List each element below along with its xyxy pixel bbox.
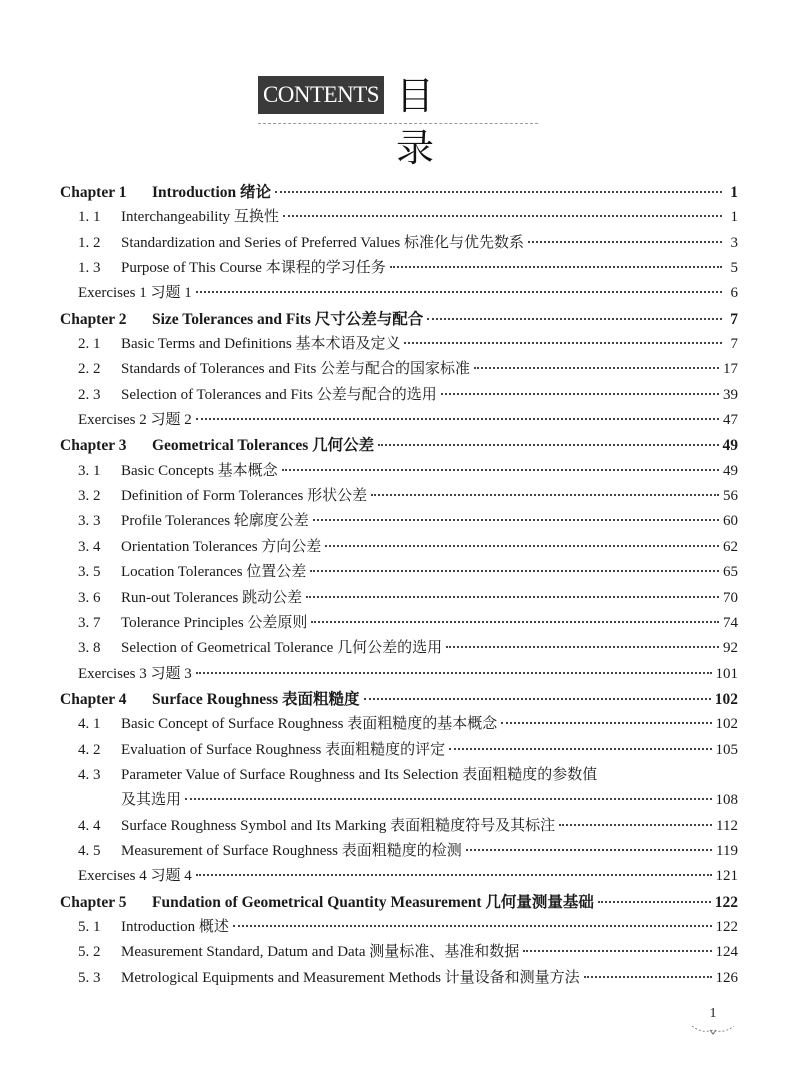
toc-entry-number: 4. 1 — [78, 716, 101, 733]
toc-entry-number: 4. 2 — [78, 741, 101, 758]
toc-page-number: 49 — [723, 462, 738, 479]
toc-entry-row[interactable] — [60, 332, 738, 357]
toc-entry-row[interactable] — [60, 231, 738, 256]
dot-leader — [390, 266, 722, 268]
toc-chapter-row[interactable] — [60, 307, 738, 332]
toc-entry-number: 2. 1 — [78, 336, 101, 353]
toc-entry-title: Surface Roughness Symbol and Its Marking 表面粗糙度符号及其标注 — [121, 817, 556, 834]
toc-entry-number: 1. 1 — [78, 209, 101, 226]
toc-page-number: 74 — [723, 614, 738, 631]
toc-page-number: 56 — [723, 488, 738, 505]
toc-entry-title: Standards of Tolerances and Fits 公差与配合的国家标准 — [121, 361, 471, 378]
toc-entry-title: Exercises 4 习题 4 — [78, 868, 192, 885]
toc-entry-number: 3. 7 — [78, 614, 101, 631]
toc-entry-number: 3. 4 — [78, 538, 101, 555]
toc-entry-row[interactable] — [60, 256, 738, 281]
toc-entry-row[interactable] — [60, 763, 738, 788]
toc-entry-number: 5. 2 — [78, 944, 101, 961]
toc-entry-number: Chapter 2 — [60, 310, 127, 328]
toc-entry-row[interactable] — [60, 788, 738, 813]
toc-entry-title: Introduction 概述 — [121, 918, 229, 935]
toc-entry-number: 3. 5 — [78, 564, 101, 581]
toc-entry-title: Size Tolerances and Fits 尺寸公差与配合 — [152, 310, 424, 328]
toc-entry-number: Chapter 5 — [60, 893, 127, 911]
dot-leader — [185, 798, 711, 800]
toc-page-number: 124 — [715, 944, 738, 961]
toc-page-number: 101 — [715, 665, 738, 682]
dot-leader — [474, 367, 719, 369]
dot-leader — [378, 444, 718, 446]
toc-entry-row[interactable] — [60, 915, 738, 940]
toc-entry-title: Orientation Tolerances 方向公差 — [121, 538, 322, 555]
toc-page-number: 121 — [715, 868, 738, 885]
toc-entry-row[interactable] — [60, 535, 738, 560]
toc-entry-row[interactable] — [60, 408, 738, 433]
toc-entry-title: Selection of Tolerances and Fits 公差与配合的选用 — [121, 386, 437, 403]
toc-entry-title: Basic Concepts 基本概念 — [121, 462, 278, 479]
dot-leader — [584, 976, 712, 978]
toc-entry-row[interactable] — [60, 383, 738, 408]
toc-entry-row[interactable] — [60, 712, 738, 737]
dot-leader — [196, 418, 719, 420]
toc-page-number: 105 — [715, 741, 738, 758]
toc-page-number: 70 — [723, 589, 738, 606]
toc-entry-title: Metrological Equipments and Measurement Methods 计量设备和测量方法 — [121, 969, 580, 986]
dot-leader — [283, 215, 722, 217]
toc-chapter-row[interactable] — [60, 890, 738, 915]
toc-entry-title: 及其选用 — [121, 792, 182, 809]
toc-entry-title: Fundation of Geometrical Quantity Measurement 几何量测量基础 — [152, 893, 594, 911]
toc-entry-row[interactable] — [60, 560, 738, 585]
toc-entry-row[interactable] — [60, 611, 738, 636]
dot-leader — [559, 824, 712, 826]
dot-leader — [501, 722, 711, 724]
toc-page-number: 65 — [723, 564, 738, 581]
table-of-contents — [60, 180, 738, 991]
toc-entry-row[interactable] — [60, 459, 738, 484]
toc-entry-title: Selection of Geometrical Tolerance 几何公差的选用 — [121, 640, 443, 657]
dot-leader — [598, 901, 711, 903]
toc-entry-number: 3. 3 — [78, 513, 101, 530]
toc-entry-row[interactable] — [60, 509, 738, 534]
toc-entry-number: 5. 1 — [78, 918, 101, 935]
toc-page-number: 102 — [714, 690, 738, 708]
toc-entry-title: Measurement of Surface Roughness 表面粗糙度的检测 — [121, 842, 462, 859]
toc-page-number: 7 — [730, 310, 738, 328]
dot-leader — [196, 291, 722, 293]
toc-entry-number: 4. 3 — [78, 766, 101, 783]
dot-leader — [282, 469, 719, 471]
dot-leader — [311, 621, 719, 623]
toc-entry-number: 4. 4 — [78, 817, 101, 834]
toc-entry-row[interactable] — [60, 662, 738, 687]
dot-leader — [196, 672, 712, 674]
toc-entry-title: Evaluation of Surface Roughness 表面粗糙度的评定 — [121, 741, 446, 758]
toc-page-number: 17 — [723, 361, 738, 378]
toc-chapter-row[interactable] — [60, 687, 738, 712]
dot-leader — [306, 596, 719, 598]
dot-leader — [313, 519, 719, 521]
toc-entry-number: 1. 2 — [78, 234, 101, 251]
toc-entry-number: 3. 6 — [78, 589, 101, 606]
toc-entry-row[interactable] — [60, 636, 738, 661]
toc-entry-number: 2. 2 — [78, 361, 101, 378]
toc-entry-title: Basic Concept of Surface Roughness 表面粗糙度的基本概念 — [121, 716, 498, 733]
toc-entry-number: Chapter 4 — [60, 690, 127, 708]
dot-leader — [275, 191, 722, 193]
toc-entry-title: Purpose of This Course 本课程的学习任务 — [121, 260, 386, 277]
toc-entry-number: 3. 2 — [78, 488, 101, 505]
dot-leader — [310, 570, 719, 572]
toc-page-number: 122 — [714, 893, 738, 911]
toc-entry-number: 1. 3 — [78, 260, 101, 277]
toc-entry-row[interactable] — [60, 940, 738, 965]
toc-entry-number: Chapter 1 — [60, 184, 127, 201]
toc-page-number: 3 — [730, 234, 738, 251]
toc-page-number: 102 — [715, 716, 738, 733]
toc-page-number: 60 — [723, 513, 738, 530]
toc-page-number: 112 — [716, 817, 738, 834]
footer-ornament-icon — [690, 1024, 736, 1036]
dot-leader — [446, 646, 719, 648]
toc-entry-row[interactable] — [60, 839, 738, 864]
toc-entry-title: Location Tolerances 位置公差 — [121, 564, 307, 581]
toc-entry-title: Exercises 2 习题 2 — [78, 412, 192, 429]
header-divider — [258, 123, 538, 124]
toc-entry-title: Definition of Form Tolerances 形状公差 — [121, 488, 368, 505]
toc-page-number: 7 — [730, 336, 738, 353]
toc-page-number: 1 — [730, 184, 738, 201]
toc-page-number: 62 — [723, 538, 738, 555]
dot-leader — [371, 494, 719, 496]
toc-entry-number: 4. 5 — [78, 842, 101, 859]
toc-page-number: 39 — [723, 386, 738, 403]
contents-label: CONTENTS — [258, 76, 384, 114]
toc-entry-row[interactable] — [60, 484, 738, 509]
toc-entry-number: 3. 1 — [78, 462, 101, 479]
page-footer — [690, 1006, 740, 1036]
page-number: 1 — [709, 1006, 717, 1021]
dot-leader — [528, 241, 722, 243]
dot-leader — [427, 318, 722, 320]
toc-page-number: 6 — [730, 285, 738, 302]
toc-entry-number: 3. 8 — [78, 640, 101, 657]
toc-entry-title: Introduction 绪论 — [152, 184, 271, 201]
toc-chapter-row[interactable] — [60, 433, 738, 458]
toc-entry-title: Basic Terms and Definitions 基本术语及定义 — [121, 336, 401, 353]
toc-entry-title: Surface Roughness 表面粗糙度 — [152, 690, 360, 708]
toc-entry-title: Interchangeability 互换性 — [121, 209, 279, 226]
toc-entry-title: Exercises 3 习题 3 — [78, 665, 192, 682]
toc-entry-title: Tolerance Principles 公差原则 — [121, 614, 308, 631]
toc-chapter-row[interactable] — [60, 180, 738, 205]
toc-page-number: 49 — [722, 437, 738, 455]
toc-entry-title: Exercises 1 习题 1 — [78, 285, 192, 302]
dot-leader — [523, 950, 711, 952]
toc-entry-title: Run-out Tolerances 跳动公差 — [121, 589, 303, 606]
toc-page-number: 126 — [715, 969, 738, 986]
toc-entry-title: Measurement Standard, Datum and Data 测量标准、基准和数据 — [121, 944, 520, 961]
toc-entry-row[interactable] — [60, 357, 738, 382]
toc-page-number: 47 — [723, 412, 738, 429]
dot-leader — [364, 698, 711, 700]
toc-entry-number: 2. 3 — [78, 386, 101, 403]
toc-page-number: 122 — [715, 918, 738, 935]
page-title: 目录 — [396, 74, 503, 170]
toc-entry-row[interactable] — [60, 814, 738, 839]
toc-entry-row[interactable] — [60, 966, 738, 991]
toc-page-number: 119 — [716, 842, 738, 859]
toc-page-number: 108 — [715, 792, 738, 809]
toc-entry-row[interactable] — [60, 205, 738, 230]
dot-leader — [196, 874, 712, 876]
dot-leader — [466, 849, 712, 851]
toc-entry-title: Parameter Value of Surface Roughness and Its Selection 表面粗糙度的参数值 — [121, 766, 598, 783]
toc-entry-number: 5. 3 — [78, 969, 101, 986]
page-header — [258, 70, 548, 170]
dot-leader — [404, 342, 722, 344]
toc-entry-title: Geometrical Tolerances 几何公差 — [152, 437, 375, 455]
dot-leader — [449, 748, 711, 750]
dot-leader — [325, 545, 719, 547]
toc-entry-title: Standardization and Series of Preferred Values 标准化与优先数系 — [121, 234, 524, 251]
toc-page-number: 1 — [730, 209, 738, 226]
toc-page-number: 5 — [730, 260, 738, 277]
toc-page-number: 92 — [723, 640, 738, 657]
toc-entry-number: Chapter 3 — [60, 437, 127, 455]
toc-entry-row[interactable] — [60, 864, 738, 889]
dot-leader — [233, 925, 712, 927]
toc-entry-row[interactable] — [60, 738, 738, 763]
dot-leader — [441, 393, 719, 395]
toc-entry-row[interactable] — [60, 586, 738, 611]
toc-entry-title: Profile Tolerances 轮廓度公差 — [121, 513, 309, 530]
toc-entry-row[interactable] — [60, 281, 738, 306]
